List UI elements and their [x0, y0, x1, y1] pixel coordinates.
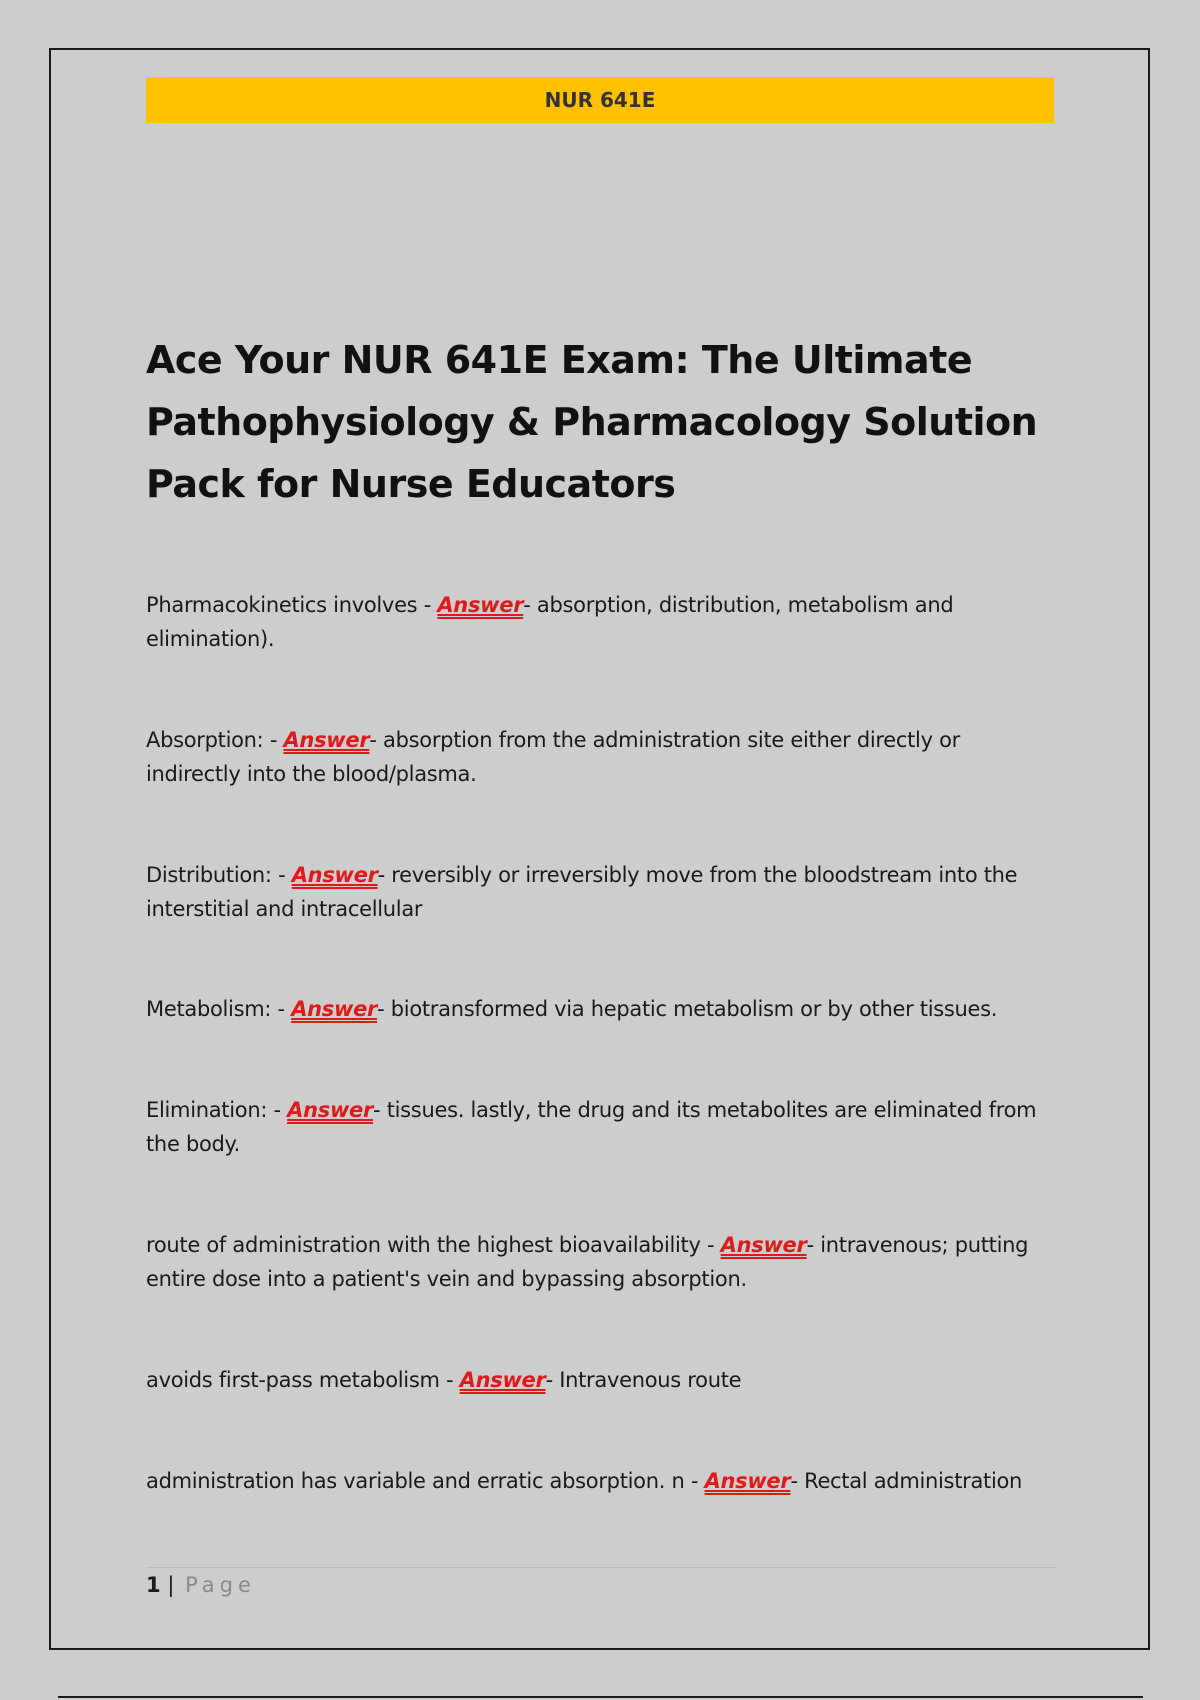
- answer-label: Answer: [459, 1368, 546, 1392]
- answer-label: Answer: [291, 863, 378, 887]
- footer-divider: [146, 1567, 1056, 1568]
- title-line: Ace Your NUR 641E Exam: The Ultimate: [146, 338, 973, 382]
- qa-item: [146, 1464, 1056, 1498]
- qa-item: [146, 588, 1056, 656]
- answer-label: Answer: [437, 593, 524, 617]
- question-text: Elimination: -: [146, 1098, 288, 1122]
- question-text: route of administration with the highest bioavailability -: [146, 1233, 721, 1257]
- answer-label: Answer: [291, 997, 378, 1021]
- answer-text: - reversibly or irreversibly move from the bloodstream into the interstitial and intracellular: [146, 863, 1018, 921]
- answer-text: - intravenous; putting entire dose into a patient's vein and bypassing absorption.: [146, 1233, 1029, 1291]
- question-text: Absorption: -: [146, 728, 284, 752]
- answer-label: Answer: [704, 1469, 791, 1493]
- question-text: avoids first-pass metabolism -: [146, 1368, 460, 1392]
- qa-item: [146, 723, 1056, 791]
- answer-label: Answer: [283, 728, 370, 752]
- answer-text: - tissues. lastly, the drug and its metabolites are eliminated from the body.: [146, 1098, 1037, 1156]
- answer-text: - Intravenous route: [545, 1368, 742, 1392]
- answer-label: Answer: [287, 1098, 374, 1122]
- qa-item: [146, 1093, 1056, 1161]
- answer-label: Answer: [720, 1233, 807, 1257]
- qa-item: [146, 992, 1056, 1026]
- course-code: NUR 641E: [544, 88, 656, 112]
- page-footer: [146, 1570, 256, 1600]
- question-text: Distribution: -: [146, 863, 292, 887]
- qa-item: [146, 858, 1056, 926]
- answer-text: - absorption from the administration site either directly or indirectly into the blood/plasma.: [146, 728, 960, 786]
- header-bar: [146, 77, 1054, 123]
- question-text: Metabolism: -: [146, 997, 292, 1021]
- next-page-edge: [58, 1696, 1143, 1698]
- document-title: [146, 329, 1046, 515]
- qa-item: [146, 1228, 1056, 1296]
- page-separator: |: [167, 1573, 175, 1597]
- page-number: 1: [146, 1573, 161, 1597]
- question-text: Pharmacokinetics involves -: [146, 593, 438, 617]
- title-line: Pathophysiology & Pharmacology Solution: [146, 400, 1038, 444]
- qa-item: [146, 1363, 1056, 1397]
- title-line: Pack for Nurse Educators: [146, 462, 676, 506]
- question-text: administration has variable and erratic absorption. n -: [146, 1469, 705, 1493]
- answer-text: - Rectal administration: [790, 1469, 1023, 1493]
- page-word: Page: [185, 1573, 256, 1597]
- answer-text: - absorption, distribution, metabolism and elimination).: [146, 593, 954, 651]
- page-border: [49, 48, 1150, 1650]
- answer-text: - biotransformed via hepatic metabolism or by other tissues.: [377, 997, 998, 1021]
